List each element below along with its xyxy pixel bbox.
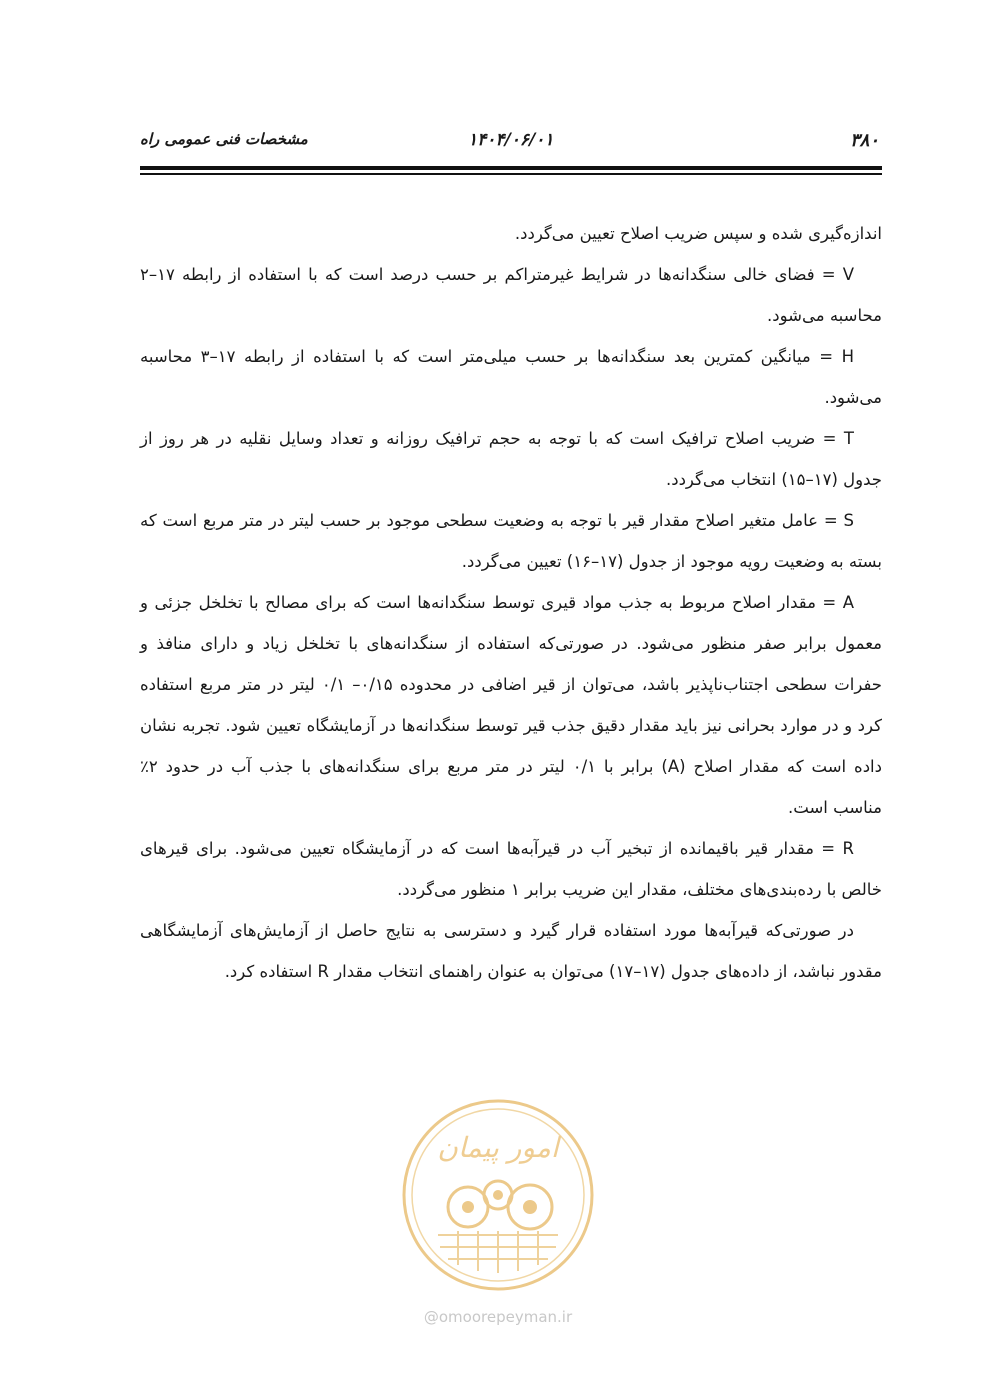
paragraph-h-definition: H = میانگین کمترین بعد سنگدانه‌ها بر حسب میلی‌متر است که با استفاده از رابطه ۱۷–۳ محاسبه می‌شود. [140,347,882,407]
body-text [140,213,882,992]
page-number: ۳۸۰ [849,130,879,151]
paragraph-v-definition: V = فضای خالی سنگدانه‌ها در شرایط غیرمتراکم بر حسب درصد است که با استفاده از رابطه ۱۷–۲ محاسبه می‌شود. [140,265,882,325]
paragraph-continuation: اندازه‌گیری شده و سپس ضریب اصلاح تعیین می‌گردد. [514,224,882,243]
paragraph-t-definition: T = ضریب اصلاح ترافیک است که با توجه به حجم ترافیک روزانه و تعداد وسایل نقلیه در هر روز از جدول (۱۷–۱۵) انتخاب می‌گردد. [140,429,882,489]
header-title: مشخصات فنی عمومی راه [140,130,308,148]
header-rule-thick [140,166,882,170]
paragraph-s-definition: S = عامل متغیر اصلاح مقدار قیر با توجه به وضعیت سطحی موجود بر حسب لیتر در متر مربع است که بسته به وضعیت رویه موجود از جدول (۱۷–۱۶) تعیین می‌گردد. [140,511,882,571]
paragraph-r-definition: R = مقدار قیر باقیمانده از تبخیر آب در قیرآبه‌ها است که در آزمایشگاه تعیین می‌شود. برای قیرهای خالص با رده‌بندی‌های مختلف، مقدار این ضریب برابر ۱ منظور می‌گردد. [140,839,882,899]
watermark-url: @omoorepeyman.ir [423,1308,573,1326]
header-rule-thin [140,173,882,175]
header-date: ۱۴۰۴/۰۶/۰۱ [468,130,554,150]
paragraph-bitumen-emulsion-note: در صورتی‌که قیرآبه‌ها مورد استفاده قرار گیرد و دسترسی به نتایج حاصل از آزمایش‌های آزمایشگاهی مقدور نباشد، از داده‌های جدول (۱۷–۱۷) می‌توان به عنوان راهنمای انتخاب مقدار R استفاده کرد. [140,921,882,981]
svg-text:امور پیمان: امور پیمان [437,1131,559,1164]
watermark-logo [398,1095,598,1295]
paragraph-a-definition: A = مقدار اصلاح مربوط به جذب مواد قیری توسط سنگدانه‌ها است که برای مصالح با تخلخل جزئی و معمول برابر صفر منظور می‌شود. در صورتی‌که استفاده از سنگدانه‌های با تخلخل زیاد و دارای منافذ و حفرات سطحی اجتناب‌ناپذیر باشد، می‌توان از قیر اضافی در محدوده ۰/۱۵– ۰/۱ لیتر در متر مربع استفاده کرد و در موارد بحرانی نیز باید مقدار دقیق جذب قیر توسط سنگدانه‌ها در آزمایشگاه تعیین شود. تجربه نشان داده است که مقدار اصلاح (A) برابر با ۰/۱ لیتر در متر مربع برای سنگدانه‌های با جذب آب در حدود ۲٪ مناسب است. [140,593,883,817]
page-header [0,128,993,162]
